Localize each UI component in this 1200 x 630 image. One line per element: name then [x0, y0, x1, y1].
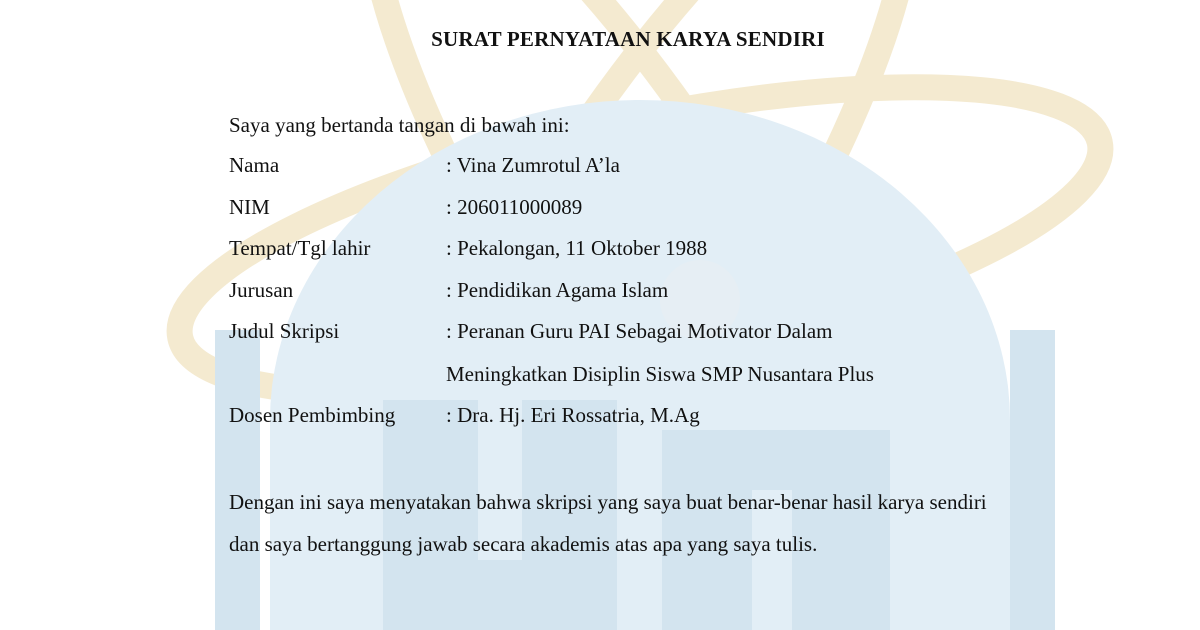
- field-label-judul-skripsi: Judul Skripsi: [229, 319, 340, 343]
- field-value-tempat-tgl-lahir: : Pekalongan, 11 Oktober 1988: [446, 236, 708, 260]
- intro-text: Saya yang bertanda tangan di bawah ini:: [229, 113, 570, 137]
- field-value-judul-skripsi-continued: Meningkatkan Disiplin Siswa SMP Nusantara Plus: [446, 362, 874, 386]
- field-label-jurusan: Jurusan: [229, 278, 294, 302]
- statement-paragraph: Dengan ini saya menyatakan bahwa skripsi yang saya buat benar-benar hasil karya sendiri dan saya bertanggung jawab secara akademis atas apa yang saya tulis.: [229, 490, 987, 556]
- field-label-dosen-pembimbing: Dosen Pembimbing: [229, 403, 396, 427]
- document-title: SURAT PERNYATAAN KARYA SENDIRI: [431, 27, 825, 51]
- field-value-judul-skripsi: : Peranan Guru PAI Sebagai Motivator Dalam: [446, 319, 833, 343]
- field-label-tempat-tgl-lahir: Tempat/Tgl lahir: [229, 236, 371, 260]
- field-label-nama: Nama: [229, 153, 280, 177]
- field-value-dosen-pembimbing: : Dra. Hj. Eri Rossatria, M.Ag: [446, 403, 700, 427]
- field-label-nim: NIM: [229, 195, 270, 219]
- field-value-jurusan: : Pendidikan Agama Islam: [446, 278, 669, 302]
- field-value-nama: : Vina Zumrotul A’la: [446, 153, 620, 177]
- field-value-nim: : 206011000089: [446, 195, 583, 219]
